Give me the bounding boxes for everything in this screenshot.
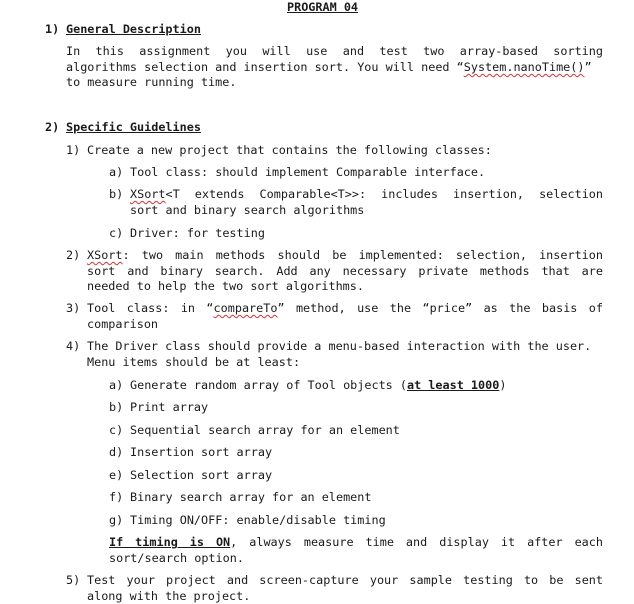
menu-e-label: e) (109, 468, 124, 482)
general-line-2-suffix: ” (584, 60, 592, 74)
menu-b-label: b) (109, 400, 124, 414)
general-line-2 (66, 60, 592, 75)
timing-note-rest: , always measure time and display it after each (230, 535, 603, 549)
section-1-number: 1) (45, 22, 60, 36)
general-line-3: to measure running time. (66, 75, 237, 89)
item-1a-text: Tool class: should implement Comparable interface. (130, 165, 486, 179)
item-1b-line-1-rest: <T extends Comparable<T>>: includes insertion, selection (165, 187, 603, 201)
menu-a-label: a) (109, 378, 124, 392)
menu-d-text: Insertion sort array (130, 445, 273, 459)
item-1-text: Create a new project that contains the following classes: (87, 143, 492, 157)
xsort-class-name: XSort (130, 187, 166, 201)
menu-f-label: f) (109, 490, 124, 504)
menu-f-text: Binary search array for an element (130, 490, 372, 504)
timing-note-line-2: sort/search option. (109, 551, 244, 565)
item-2-number: 2) (66, 248, 81, 262)
item-4-line-2: Menu items should be at least: (87, 355, 301, 369)
section-2-heading: Specific Guidelines (66, 120, 201, 134)
menu-g-label: g) (109, 513, 124, 527)
item-3-prefix: Tool class: in “ (87, 301, 214, 315)
xsort-name: XSort (87, 248, 123, 262)
item-2-line-1-rest: : two main methods should be implemented: selection, insertion (122, 248, 603, 262)
item-1c-text: Driver: for testing (130, 226, 265, 240)
item-1b-line-1 (130, 187, 603, 202)
general-line-2-prefix: algorithms selection and insertion sort. You will need “ (66, 60, 464, 74)
item-5-line-2: along with the project. (87, 589, 251, 603)
nanotime-code: System.nanoTime() (463, 60, 585, 74)
item-1b-line-2: sort and binary search algorithms (130, 203, 365, 217)
menu-b-text: Print array (130, 400, 209, 414)
item-1b-label: b) (109, 187, 124, 201)
item-3-suffix: ” method, use the “price” as the basis of (277, 301, 604, 315)
item-2-line-1 (87, 248, 603, 263)
item-1c-label: c) (109, 226, 124, 240)
item-2-line-3: needed to help the two sort algorithms. (87, 279, 364, 293)
item-4-line-1: The Driver class should provide a menu-based interaction with the user. (87, 339, 592, 353)
menu-a-main: Generate random array of Tool objects ( (130, 378, 407, 392)
timing-note-line-1 (109, 535, 603, 550)
timing-note-bold: If timing is ON (109, 535, 231, 549)
item-1a-label: a) (109, 165, 124, 179)
section-2-number: 2) (45, 120, 60, 134)
section-1-heading: General Description (66, 22, 201, 36)
item-3-line-1 (87, 301, 603, 316)
menu-c-text: Sequential search array for an element (130, 423, 400, 437)
item-3-number: 3) (66, 301, 81, 315)
general-line-1: In this assignment you will use and test two array-based sorting (66, 44, 603, 58)
page-title: PROGRAM 04 (287, 0, 359, 14)
menu-g-text: Timing ON/OFF: enable/disable timing (130, 513, 386, 527)
menu-c-label: c) (109, 423, 124, 437)
menu-d-label: d) (109, 445, 124, 459)
compareto-method: compareTo (213, 301, 278, 315)
menu-a-after: ) (499, 378, 507, 392)
item-5-number: 5) (66, 573, 81, 587)
item-2-line-2: sort and binary search. Add any necessary private methods that are (87, 264, 603, 278)
menu-a-text (130, 378, 506, 393)
item-4-number: 4) (66, 339, 81, 353)
menu-a-bold: at least 1000 (407, 378, 500, 392)
item-1-number: 1) (66, 143, 81, 157)
item-5-line-1: Test your project and screen-capture your sample testing to be sent (87, 573, 603, 587)
item-3-line-2: comparison (87, 317, 159, 331)
menu-e-text: Selection sort array (130, 468, 273, 482)
